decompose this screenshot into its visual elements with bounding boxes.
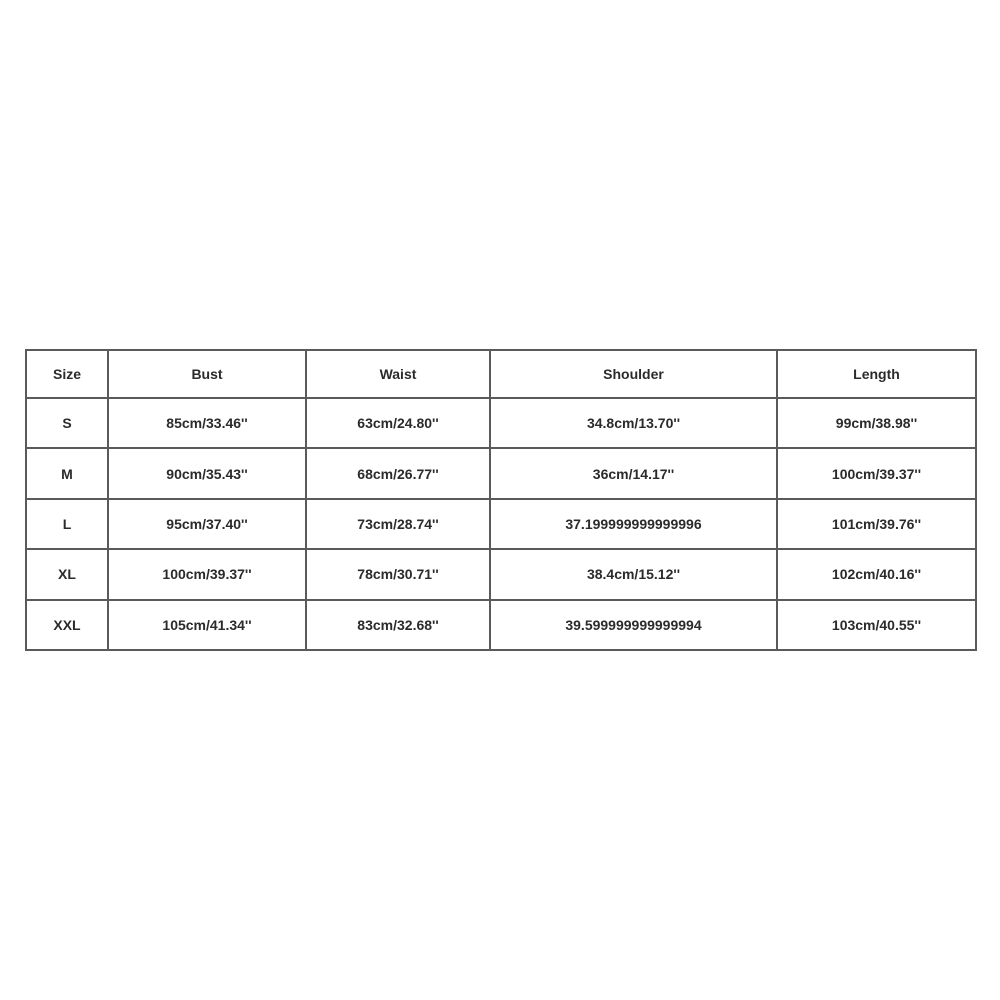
waist-cell: 73cm/28.74'' (306, 499, 490, 549)
shoulder-cell: 39.599999999999994 (490, 600, 777, 650)
shoulder-cell: 38.4cm/15.12'' (490, 549, 777, 599)
table-row (26, 549, 976, 599)
waist-cell: 63cm/24.80'' (306, 398, 490, 448)
shoulder-cell: 34.8cm/13.70'' (490, 398, 777, 448)
waist-cell: 83cm/32.68'' (306, 600, 490, 650)
bust-cell: 100cm/39.37'' (108, 549, 306, 599)
bust-cell: 90cm/35.43'' (108, 448, 306, 498)
size-cell: M (26, 448, 108, 498)
header-size: Size (26, 350, 108, 398)
table-row (26, 398, 976, 448)
bust-cell: 105cm/41.34'' (108, 600, 306, 650)
length-cell: 101cm/39.76'' (777, 499, 976, 549)
header-bust: Bust (108, 350, 306, 398)
bust-cell: 85cm/33.46'' (108, 398, 306, 448)
length-cell: 99cm/38.98'' (777, 398, 976, 448)
header-length: Length (777, 350, 976, 398)
size-chart-table (25, 349, 977, 651)
size-cell: S (26, 398, 108, 448)
header-waist: Waist (306, 350, 490, 398)
header-row (26, 350, 976, 398)
header-shoulder: Shoulder (490, 350, 777, 398)
length-cell: 100cm/39.37'' (777, 448, 976, 498)
table-row (26, 600, 976, 650)
shoulder-cell: 36cm/14.17'' (490, 448, 777, 498)
waist-cell: 68cm/26.77'' (306, 448, 490, 498)
size-cell: L (26, 499, 108, 549)
length-cell: 102cm/40.16'' (777, 549, 976, 599)
waist-cell: 78cm/30.71'' (306, 549, 490, 599)
size-cell: XL (26, 549, 108, 599)
table-row (26, 448, 976, 498)
length-cell: 103cm/40.55'' (777, 600, 976, 650)
size-cell: XXL (26, 600, 108, 650)
bust-cell: 95cm/37.40'' (108, 499, 306, 549)
shoulder-cell: 37.199999999999996 (490, 499, 777, 549)
table-row (26, 499, 976, 549)
